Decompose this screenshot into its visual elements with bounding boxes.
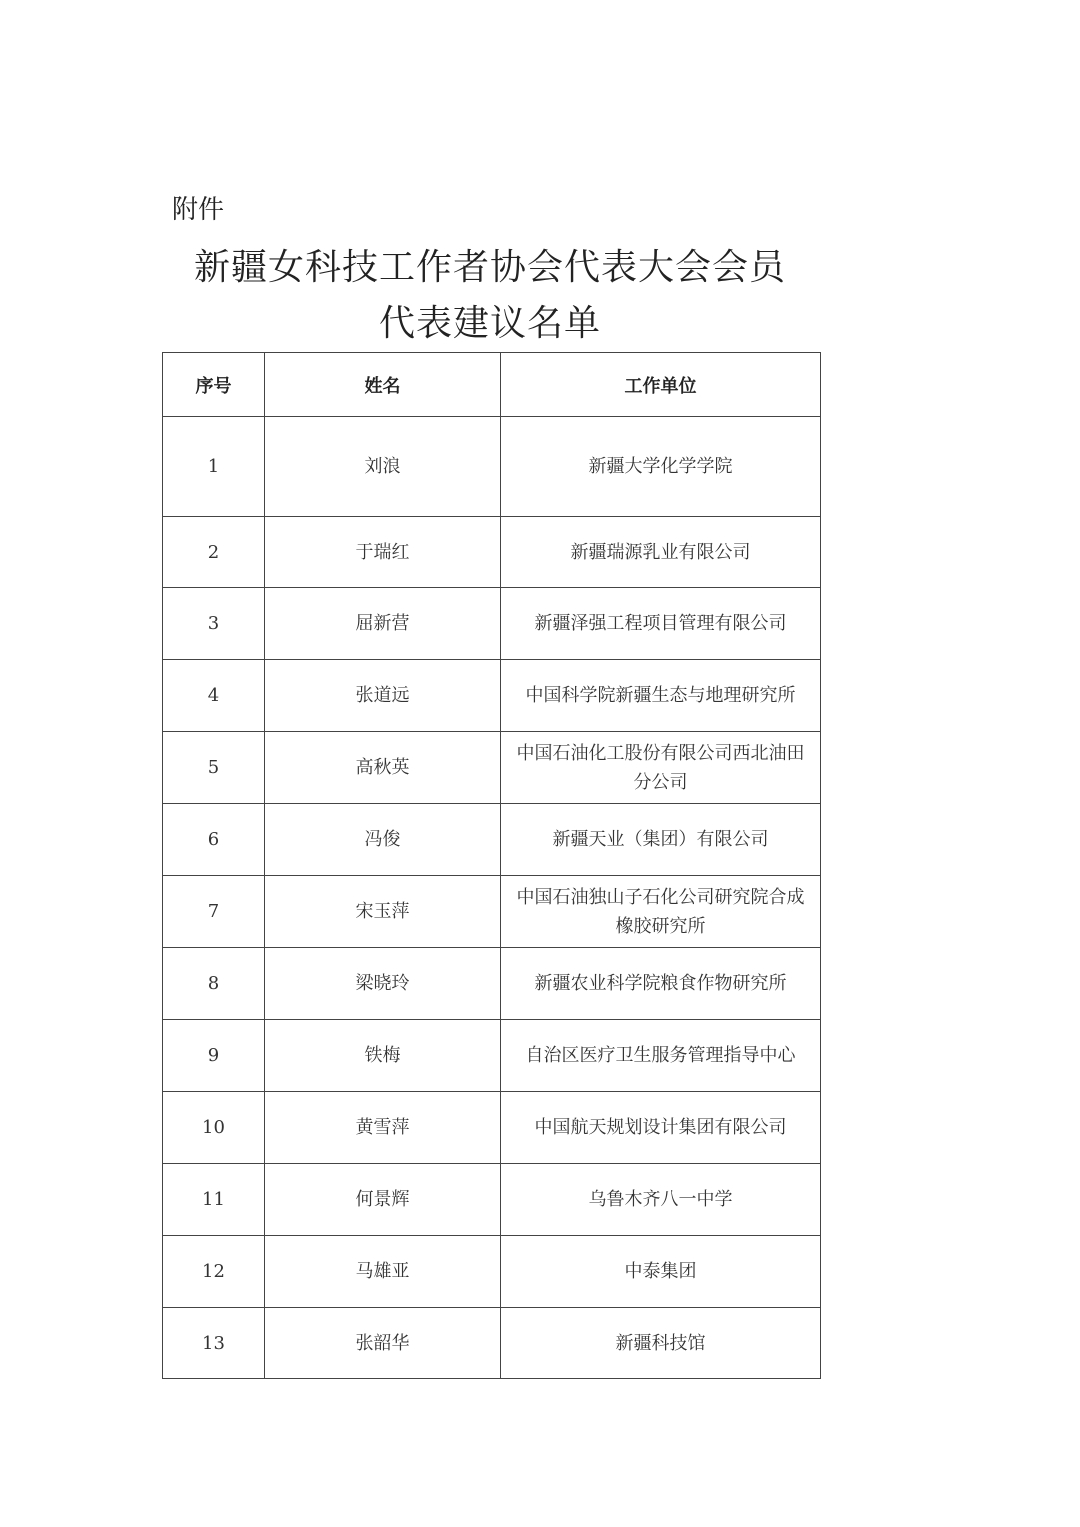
cell-seq: 9 xyxy=(163,1020,265,1092)
cell-name: 刘浪 xyxy=(265,417,501,517)
header-seq: 序号 xyxy=(163,353,265,417)
cell-name: 高秋英 xyxy=(265,732,501,804)
cell-unit: 中国石油化工股份有限公司西北油田分公司 xyxy=(501,732,821,804)
cell-seq: 13 xyxy=(163,1308,265,1379)
table-row xyxy=(163,1092,821,1164)
cell-seq: 6 xyxy=(163,804,265,876)
table-row xyxy=(163,732,821,804)
cell-seq: 10 xyxy=(163,1092,265,1164)
cell-seq: 1 xyxy=(163,417,265,517)
cell-unit: 新疆农业科学院粮食作物研究所 xyxy=(501,948,821,1020)
attachment-label: 附件 xyxy=(172,195,225,225)
cell-name: 屈新营 xyxy=(265,588,501,660)
cell-seq: 12 xyxy=(163,1236,265,1308)
table-header-row xyxy=(163,353,821,417)
cell-name: 马雄亚 xyxy=(265,1236,501,1308)
cell-unit: 中国航天规划设计集团有限公司 xyxy=(501,1092,821,1164)
table-row xyxy=(163,517,821,588)
cell-name: 铁梅 xyxy=(265,1020,501,1092)
table-row xyxy=(163,417,821,517)
cell-unit: 新疆泽强工程项目管理有限公司 xyxy=(501,588,821,660)
cell-name: 冯俊 xyxy=(265,804,501,876)
cell-name: 宋玉萍 xyxy=(265,876,501,948)
cell-unit: 新疆天业（集团）有限公司 xyxy=(501,804,821,876)
cell-unit: 新疆瑞源乳业有限公司 xyxy=(501,517,821,588)
cell-unit: 新疆大学化学学院 xyxy=(501,417,821,517)
cell-name: 张道远 xyxy=(265,660,501,732)
cell-unit: 中国科学院新疆生态与地理研究所 xyxy=(501,660,821,732)
cell-unit: 新疆科技馆 xyxy=(501,1308,821,1379)
table-row xyxy=(163,588,821,660)
cell-seq: 8 xyxy=(163,948,265,1020)
table-row xyxy=(163,804,821,876)
document-title-line-1: 新疆女科技工作者协会代表大会会员 xyxy=(193,247,786,288)
cell-seq: 5 xyxy=(163,732,265,804)
cell-unit: 自治区医疗卫生服务管理指导中心 xyxy=(501,1020,821,1092)
table-row xyxy=(163,1164,821,1236)
cell-seq: 2 xyxy=(163,517,265,588)
header-name: 姓名 xyxy=(265,353,501,417)
table-row xyxy=(163,876,821,948)
table-row xyxy=(163,948,821,1020)
document-title-line-2: 代表建议名单 xyxy=(378,303,601,344)
cell-name: 黄雪萍 xyxy=(265,1092,501,1164)
cell-unit: 中国石油独山子石化公司研究院合成橡胶研究所 xyxy=(501,876,821,948)
member-roster-table xyxy=(162,352,821,1379)
cell-seq: 7 xyxy=(163,876,265,948)
cell-name: 梁晓玲 xyxy=(265,948,501,1020)
cell-name: 于瑞红 xyxy=(265,517,501,588)
table-row xyxy=(163,1236,821,1308)
cell-seq: 3 xyxy=(163,588,265,660)
cell-seq: 11 xyxy=(163,1164,265,1236)
cell-name: 张韶华 xyxy=(265,1308,501,1379)
cell-seq: 4 xyxy=(163,660,265,732)
table-row xyxy=(163,660,821,732)
table-row xyxy=(163,1308,821,1379)
cell-unit: 中泰集团 xyxy=(501,1236,821,1308)
header-unit: 工作单位 xyxy=(501,353,821,417)
cell-name: 何景辉 xyxy=(265,1164,501,1236)
table-row xyxy=(163,1020,821,1092)
cell-unit: 乌鲁木齐八一中学 xyxy=(501,1164,821,1236)
